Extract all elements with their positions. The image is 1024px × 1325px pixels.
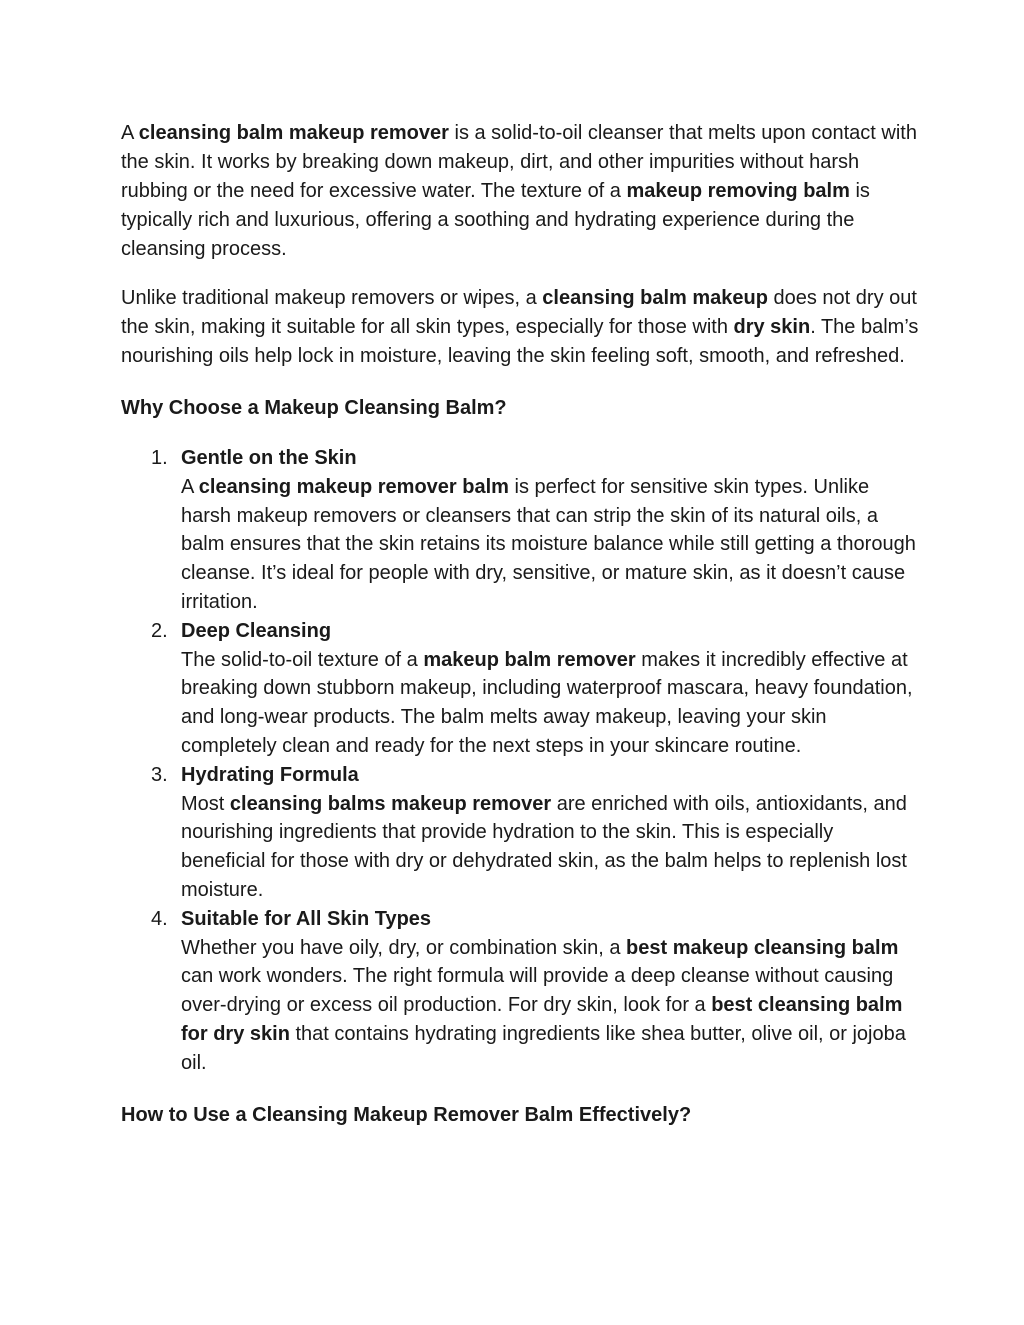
text-run: is typically rich and luxurious, offering a soothing and hydrating experience during the cleansing process. [121, 180, 870, 260]
list-item-body [181, 934, 921, 1078]
list-item [121, 905, 921, 1078]
bold-keyword: cleansing balm makeup [542, 287, 768, 309]
list-item-body [181, 646, 921, 761]
text-run: Whether you have oily, dry, or combination skin, a [181, 936, 627, 959]
text-run: . The balm’s nourishing oils help lock in moisture, leaving the skin feeling soft, smooth, and refreshed. [121, 316, 919, 367]
text-run: A [121, 122, 139, 144]
list-item-body [181, 473, 921, 617]
list-item-title: Hydrating Formula [181, 763, 359, 786]
benefits-list [121, 444, 921, 1078]
bold-keyword: dry skin [733, 316, 811, 338]
list-item-title: Suitable for All Skin Types [181, 907, 432, 930]
text-run: can work wonders. The right formula will provide a deep cleanse without causing over-drying or excess oil production. For dry skin, look for a [181, 965, 894, 1017]
list-item-title: Gentle on the Skin [181, 447, 357, 469]
list-item [121, 444, 921, 617]
bold-keyword: cleansing balm makeup remover [138, 122, 449, 144]
list-number: 1. [151, 447, 168, 469]
text-run: are enriched with oils, antioxidants, and nourishing ingredients that provide hydration to the skin. This is especially beneficial for those with dry or dehydrated skin, as the balm helps to replenish lost moisture. [181, 792, 907, 901]
text-run: The solid-to-oil texture of a [181, 648, 424, 671]
document-page [121, 119, 921, 1130]
list-item-body [181, 790, 921, 905]
bold-keyword: makeup removing balm [626, 180, 850, 202]
text-run: is a solid-to-oil cleanser that melts upon contact with the skin. It works by breaking down makeup, dirt, and other impurities without harsh rubbing or the need for excessive water. The texture of a [121, 122, 917, 202]
why-choose-heading: Why Choose a Makeup Cleansing Balm? [121, 397, 507, 419]
text-run: that contains hydrating ingredients like shea butter, olive oil, or jojoba oil. [181, 1022, 906, 1074]
text-run: A [181, 475, 199, 498]
text-run: Most [181, 792, 230, 815]
bold-keyword: cleansing makeup remover balm [198, 475, 509, 498]
intro-paragraph-1 [121, 119, 921, 264]
text-run: does not dry out the skin, making it suitable for all skin types, especially for those with [121, 287, 917, 338]
text-run: makes it incredibly effective at breaking down stubborn makeup, including waterproof mascara, heavy foundation, and long-wear products. The balm melts away makeup, leaving your skin completely clean and ready for the next steps in your skincare routine. [181, 648, 913, 757]
list-number: 3. [151, 763, 168, 786]
list-item-title: Deep Cleansing [181, 619, 332, 642]
list-item [121, 761, 921, 905]
bold-keyword: makeup balm remover [423, 648, 636, 671]
how-to-use-heading: How to Use a Cleansing Makeup Remover Balm Effectively? [121, 1103, 692, 1126]
intro-paragraph-2 [121, 284, 921, 371]
list-item [121, 617, 921, 761]
bold-keyword: best cleansing balm for dry skin [181, 994, 903, 1045]
list-number: 4. [151, 907, 168, 930]
bold-keyword: cleansing balms makeup remover [229, 792, 552, 815]
text-run: Unlike traditional makeup removers or wipes, a [121, 287, 543, 309]
bold-keyword: best makeup cleansing balm [626, 936, 899, 959]
text-run: is perfect for sensitive skin types. Unlike harsh makeup removers or cleansers that can strip the skin of its natural oils, a balm ensures that the skin retains its moisture balance while still getting a thorough cleanse. It’s ideal for people with dry, sensitive, or mature skin, as it doesn’t cause irritation. [181, 475, 916, 613]
list-number: 2. [151, 619, 168, 642]
